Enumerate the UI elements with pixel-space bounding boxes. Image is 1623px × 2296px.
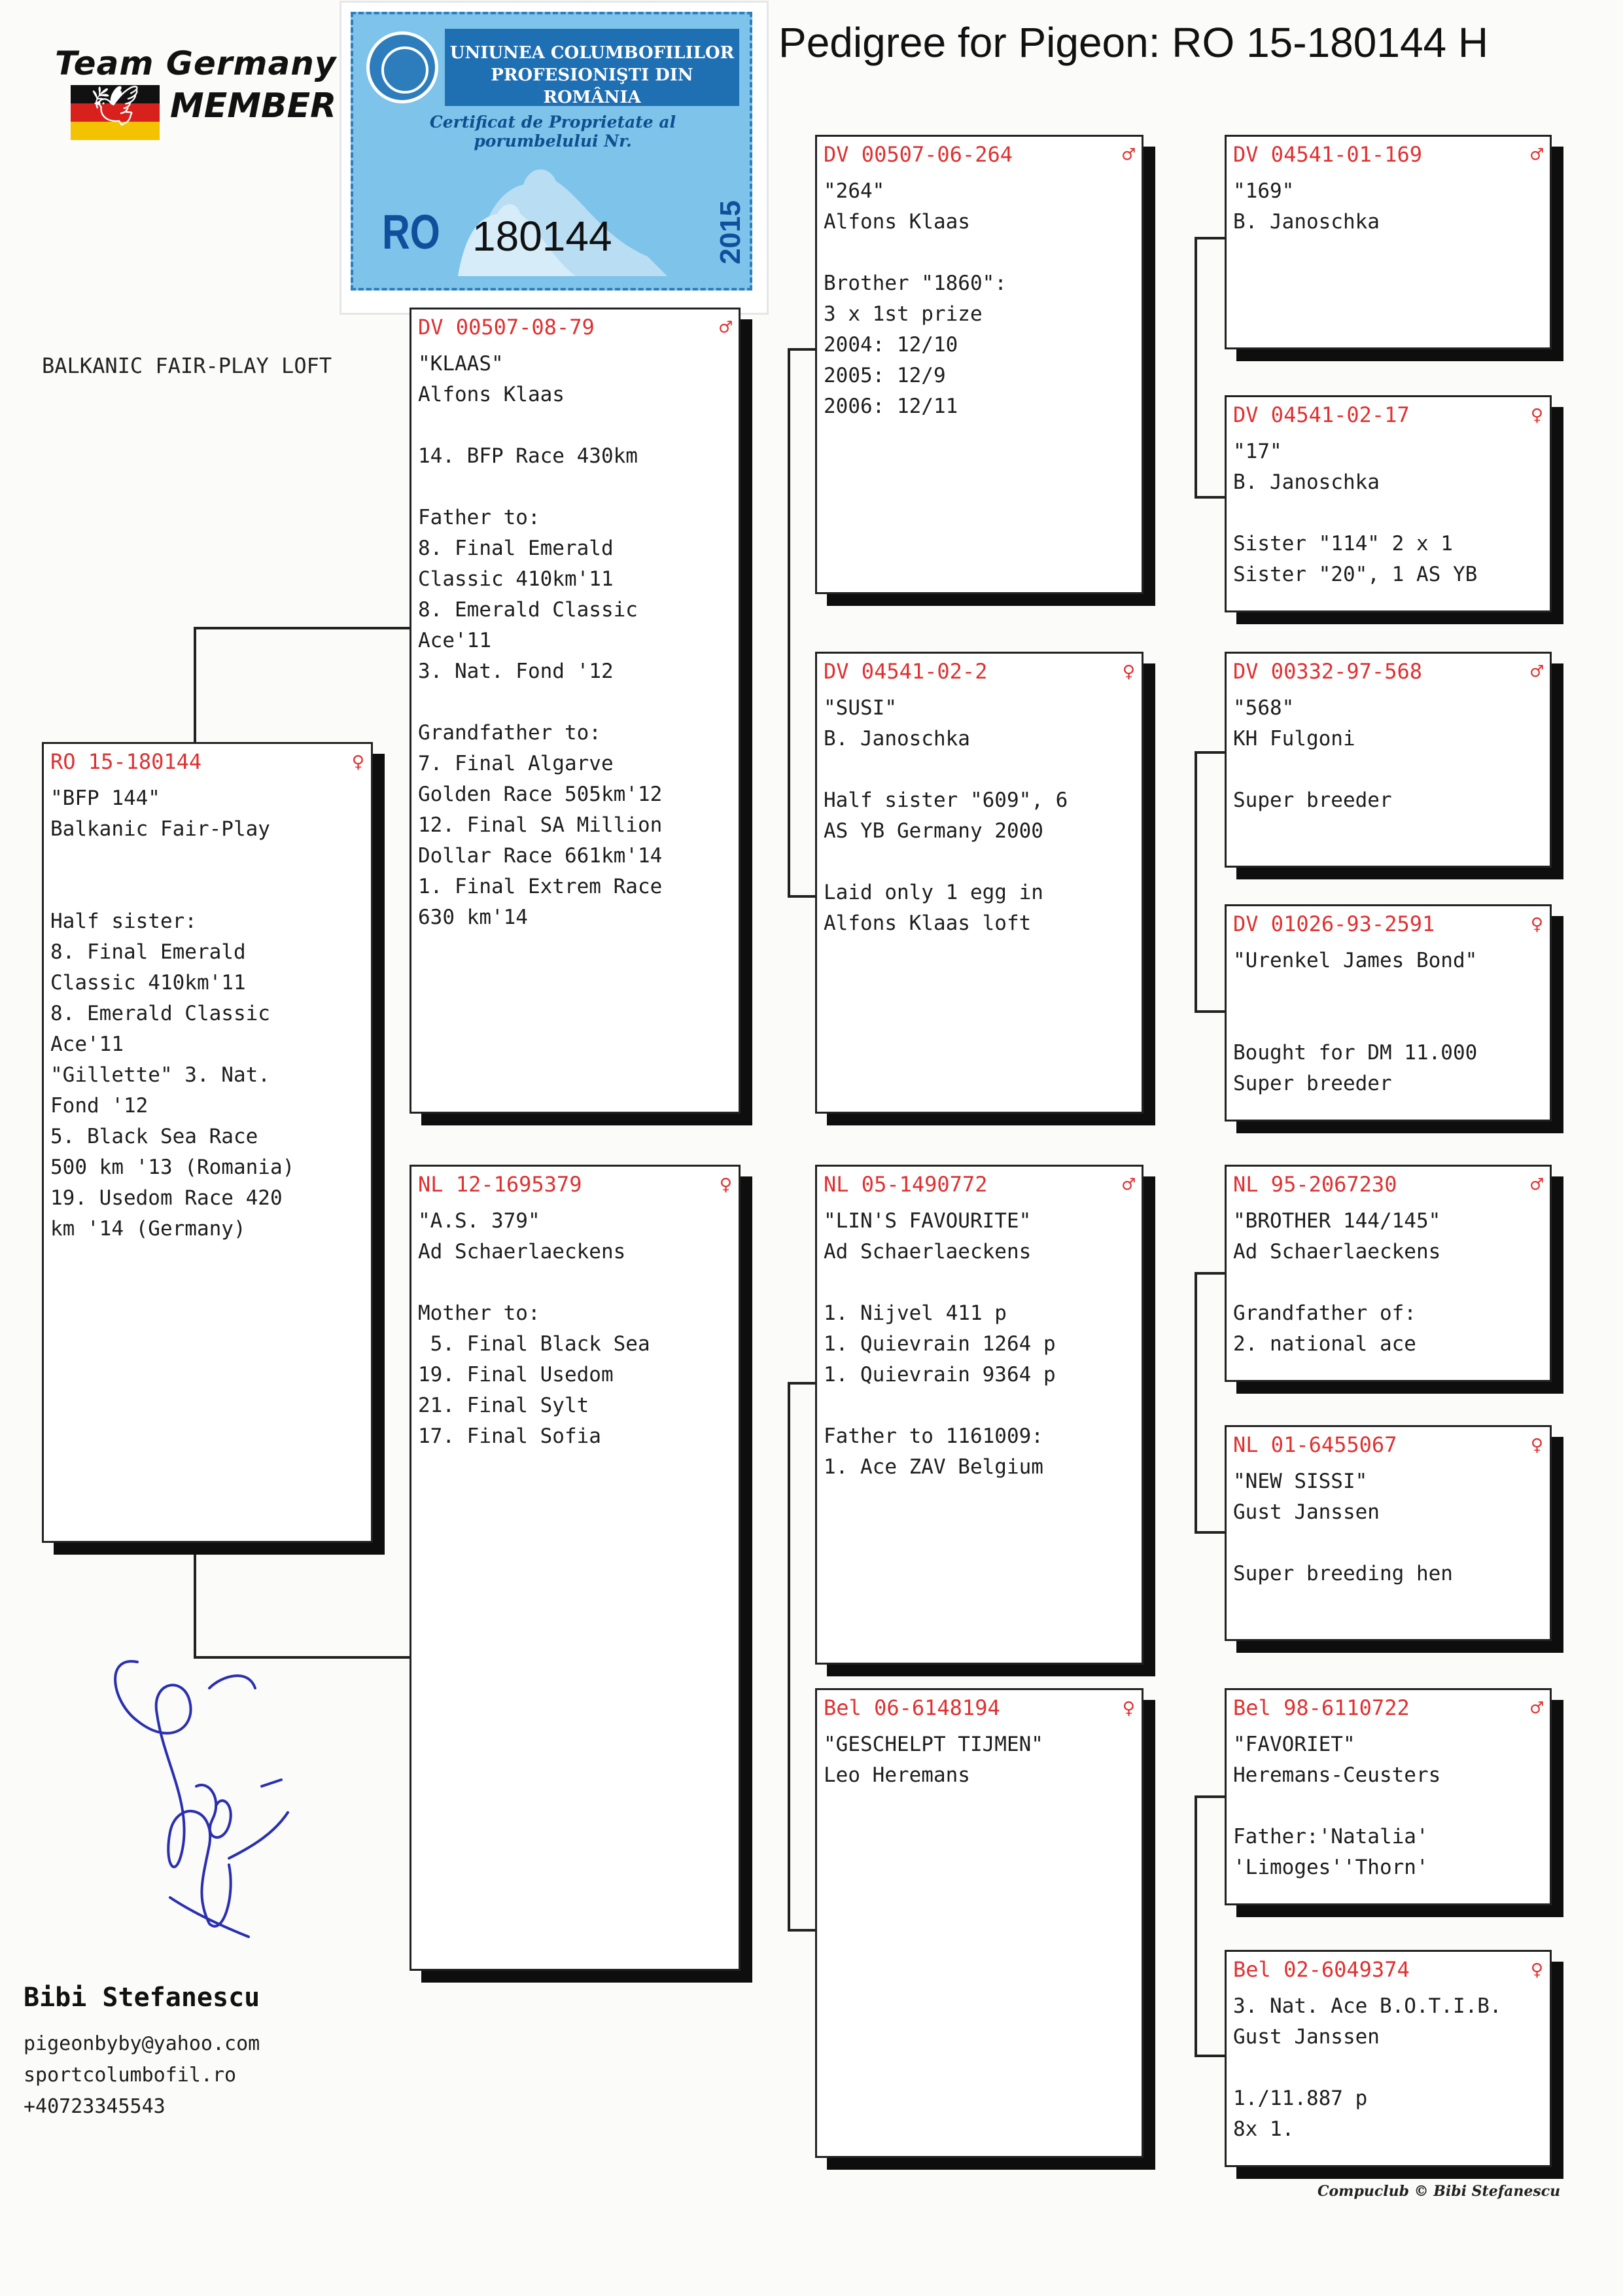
card-text: "BROTHER 144/145" Ad Schaerlaeckens Grandfather of: 2. national ace	[1233, 1209, 1441, 1356]
certificate-country: RO	[382, 205, 440, 259]
male-sex-icon: ♂	[1530, 1695, 1543, 1720]
card-text: "264" Alfons Klaas Brother "1860": 3 x 1st prize 2004: 12/10 2005: 12/9 2006: 12/11	[824, 179, 1007, 418]
ring-number: Bel 02-6049374	[1233, 1957, 1410, 1982]
ring-number: RO 15-180144	[50, 749, 202, 774]
female-sex-icon: ♀	[1122, 1695, 1135, 1720]
breeder-contact: pigeonbyby@yahoo.com sportcolumbofil.ro +40723345543	[24, 2032, 260, 2118]
team-logo-member: MEMBER	[170, 86, 337, 126]
card-text: "568" KH Fulgoni Super breeder	[1233, 696, 1392, 812]
pedigree-card-ss-sire	[1225, 135, 1552, 349]
card-text: "A.S. 379" Ad Schaerlaeckens Mother to: 5. Final Black Sea 19. Final Usedom 21. Final Sylt 17. Final Sofia	[418, 1209, 650, 1448]
loft-name: BALKANIC FAIR-PLAY LOFT	[42, 353, 332, 378]
female-sex-icon: ♀	[351, 749, 364, 774]
handwritten-signature	[98, 1649, 314, 1950]
ring-number: Bel 06-6148194	[824, 1695, 1000, 1720]
female-sex-icon: ♀	[1530, 911, 1543, 936]
ring-number: DV 04541-02-17	[1233, 402, 1410, 427]
pedigree-card-sire	[410, 308, 741, 1114]
male-sex-icon: ♂	[1122, 142, 1135, 167]
female-sex-icon: ♀	[719, 1172, 732, 1197]
card-text: "BFP 144" Balkanic Fair-Play Half sister: 8. Final Emerald Classic 410km'11 8. Emerald Classic Ace'11 "Gillette" 3. Nat. Fond '12 5. Black Sea Race 500 km '13 (Romania) 19. Usedom Race 420 km '14 (Germany)	[50, 786, 295, 1241]
pedigree-card-dam-dam	[815, 1688, 1143, 2158]
pedigree-card-dam	[410, 1165, 741, 1971]
federation-seal-icon	[366, 31, 438, 103]
pedigree-card-dam-sire	[815, 1165, 1143, 1665]
male-sex-icon: ♂	[1530, 142, 1543, 167]
male-sex-icon: ♂	[1530, 659, 1543, 684]
ring-number: DV 00507-08-79	[418, 315, 595, 340]
ring-number: DV 04541-01-169	[1233, 142, 1422, 167]
footer-credit: Compuclub © Bibi Stefanescu	[1318, 2183, 1561, 2200]
pedigree-card-ss-dam	[1225, 395, 1552, 612]
team-logo-title: Team Germany	[55, 44, 337, 82]
ring-number: Bel 98-6110722	[1233, 1695, 1410, 1720]
german-flag-icon: 🕊	[71, 85, 160, 140]
male-sex-icon: ♂	[1530, 1172, 1543, 1197]
card-text: "Urenkel James Bond" Bought for DM 11.000 Super breeder	[1233, 949, 1478, 1095]
pedigree-card-sire-sire	[815, 135, 1143, 594]
card-text: "SUSI" B. Janoschka Half sister "609", 6 AS YB Germany 2000 Laid only 1 egg in Alfons Klaas loft	[824, 696, 1068, 935]
female-sex-icon: ♀	[1530, 1432, 1543, 1457]
pedigree-card-dd-sire	[1225, 1688, 1552, 1905]
card-text: "FAVORIET" Heremans-Ceusters Father:'Natalia' 'Limoges''Thorn'	[1233, 1733, 1441, 1879]
card-text: "KLAAS" Alfons Klaas 14. BFP Race 430km Father to: 8. Final Emerald Classic 410km'11 8. Emerald Classic Ace'11 3. Nat. Fond '12 Grandfather to: 7. Final Algarve Golden Race 505km'12 12. Final SA Million Dollar Race 661km'14 1. Final Extrem Race 630 km'14	[418, 352, 663, 929]
male-sex-icon: ♂	[719, 315, 732, 340]
breeder-name: Bibi Stefanescu	[24, 1983, 260, 2013]
pedigree-card-sire-dam	[815, 652, 1143, 1114]
pedigree-card-sd-dam	[1225, 904, 1552, 1122]
ring-number: DV 01026-93-2591	[1233, 911, 1435, 936]
pedigree-card-ds-sire	[1225, 1165, 1552, 1382]
female-sex-icon: ♀	[1530, 402, 1543, 427]
card-text: "NEW SISSI" Gust Janssen Super breeding hen	[1233, 1470, 1453, 1585]
ring-number: NL 95-2067230	[1233, 1172, 1397, 1197]
male-sex-icon: ♂	[1122, 1172, 1135, 1197]
certificate-subtitle: Certificat de Proprietate al porumbelului Nr.	[429, 113, 676, 150]
card-text: "LIN'S FAVOURITE" Ad Schaerlaeckens 1. Nijvel 411 p 1. Quievrain 1264 p 1. Quievrain 9364 p Father to 1161009: 1. Ace ZAV Belgium	[824, 1209, 1056, 1479]
team-germany-logo	[52, 44, 347, 143]
page-title: Pedigree for Pigeon: RO 15-180144 H	[778, 19, 1489, 66]
ring-number: NL 05-1490772	[824, 1172, 988, 1197]
female-sex-icon: ♀	[1530, 1957, 1543, 1982]
card-text: "17" B. Janoschka Sister "114" 2 x 1 Sister "20", 1 AS YB	[1233, 440, 1478, 586]
certificate-year: 2015	[714, 200, 746, 264]
card-text: "GESCHELPT TIJMEN" Leo Heremans	[824, 1733, 1043, 1787]
card-text: "169" B. Janoschka	[1233, 179, 1380, 234]
pedigree-card-subject	[42, 742, 373, 1543]
ring-number: DV 04541-02-2	[824, 659, 988, 684]
pedigree-card-dd-dam	[1225, 1950, 1552, 2167]
pedigree-card-sd-sire	[1225, 652, 1552, 868]
female-sex-icon: ♀	[1122, 659, 1135, 684]
card-text: 3. Nat. Ace B.O.T.I.B. Gust Janssen 1./11.887 p 8x 1.	[1233, 1994, 1502, 2141]
certificate-number: 180144	[472, 213, 612, 260]
ring-number: NL 12-1695379	[418, 1172, 582, 1197]
ring-number: DV 00507-06-264	[824, 142, 1013, 167]
pedigree-card-ds-dam	[1225, 1425, 1552, 1641]
ownership-certificate	[341, 3, 767, 313]
certificate-org: UNIUNEA COLUMBOFILILOR PROFESIONIŞTI DIN ROMÂNIA	[445, 29, 739, 106]
ring-number: NL 01-6455067	[1233, 1432, 1397, 1457]
ring-number: DV 00332-97-568	[1233, 659, 1422, 684]
